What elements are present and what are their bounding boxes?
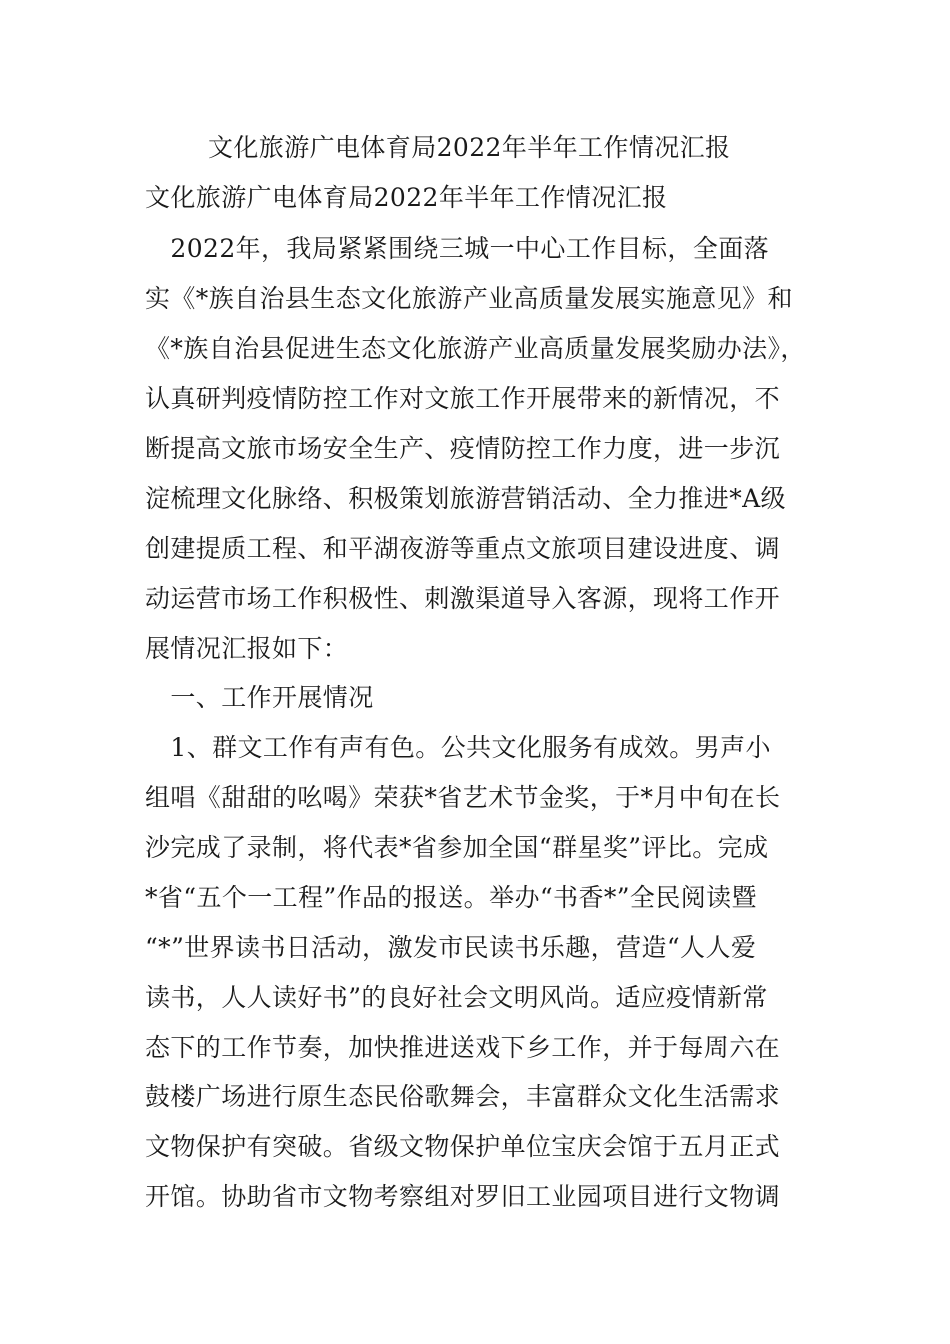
body-line: 2022年，我局紧紧围绕三城一中心工作目标，全面落 — [145, 234, 770, 263]
body-line: 文物保护有突破。省级文物保护单位宝庆会馆于五月正式 — [145, 1132, 781, 1161]
body-line: *省“五个一工程”作品的报送。举办“书香*”全民阅读暨 — [145, 883, 757, 912]
body-line: 《*族自治县促进生态文化旅游产业高质量发展奖励办法》， — [145, 334, 806, 363]
section-heading: 一、工作开展情况 — [145, 683, 374, 712]
body-line: 读书，人人读好书”的良好社会文明风尚。适应疫情新常 — [145, 983, 768, 1012]
body-line: 淀梳理文化脉络、积极策划旅游营销活动、全力推进*A级 — [145, 484, 786, 513]
body-line: 动运营市场工作积极性、刺激渠道导入客源，现将工作开 — [145, 584, 781, 613]
body-line: 创建提质工程、和平湖夜游等重点文旅项目建设进度、调 — [145, 534, 781, 563]
body-line: 展情况汇报如下： — [145, 634, 349, 663]
body-line: 断提高文旅市场安全生产、疫情防控工作力度，进一步沉 — [145, 434, 781, 463]
body-line: 认真研判疫情防控工作对文旅工作开展带来的新情况，不 — [145, 384, 781, 413]
body-line: 开馆。协助省市文物考察组对罗旧工业园项目进行文物调 — [145, 1182, 781, 1211]
body-line: 实《*族自治县生态文化旅游产业高质量发展实施意见》和 — [145, 284, 793, 313]
body-line: 态下的工作节奏，加快推进送戏下乡工作，并于每周六在 — [145, 1033, 781, 1062]
body-line: 1、群文工作有声有色。公共文化服务有成效。男声小 — [145, 733, 771, 762]
body-line: 鼓楼广场进行原生态民俗歌舞会，丰富群众文化生活需求 — [145, 1082, 781, 1111]
document-title: 文化旅游广电体育局2022年半年工作情况汇报 — [208, 133, 731, 162]
body-line: 组唱《甜甜的吆喝》荣获*省艺术节金奖，于*月中旬在长 — [145, 783, 781, 812]
document-subtitle: 文化旅游广电体育局2022年半年工作情况汇报 — [145, 183, 668, 212]
body-line: 沙完成了录制，将代表*省参加全国“群星奖”评比。完成 — [145, 833, 769, 862]
body-line: “*”世界读书日活动，激发市民读书乐趣，营造“人人爱 — [145, 933, 757, 962]
